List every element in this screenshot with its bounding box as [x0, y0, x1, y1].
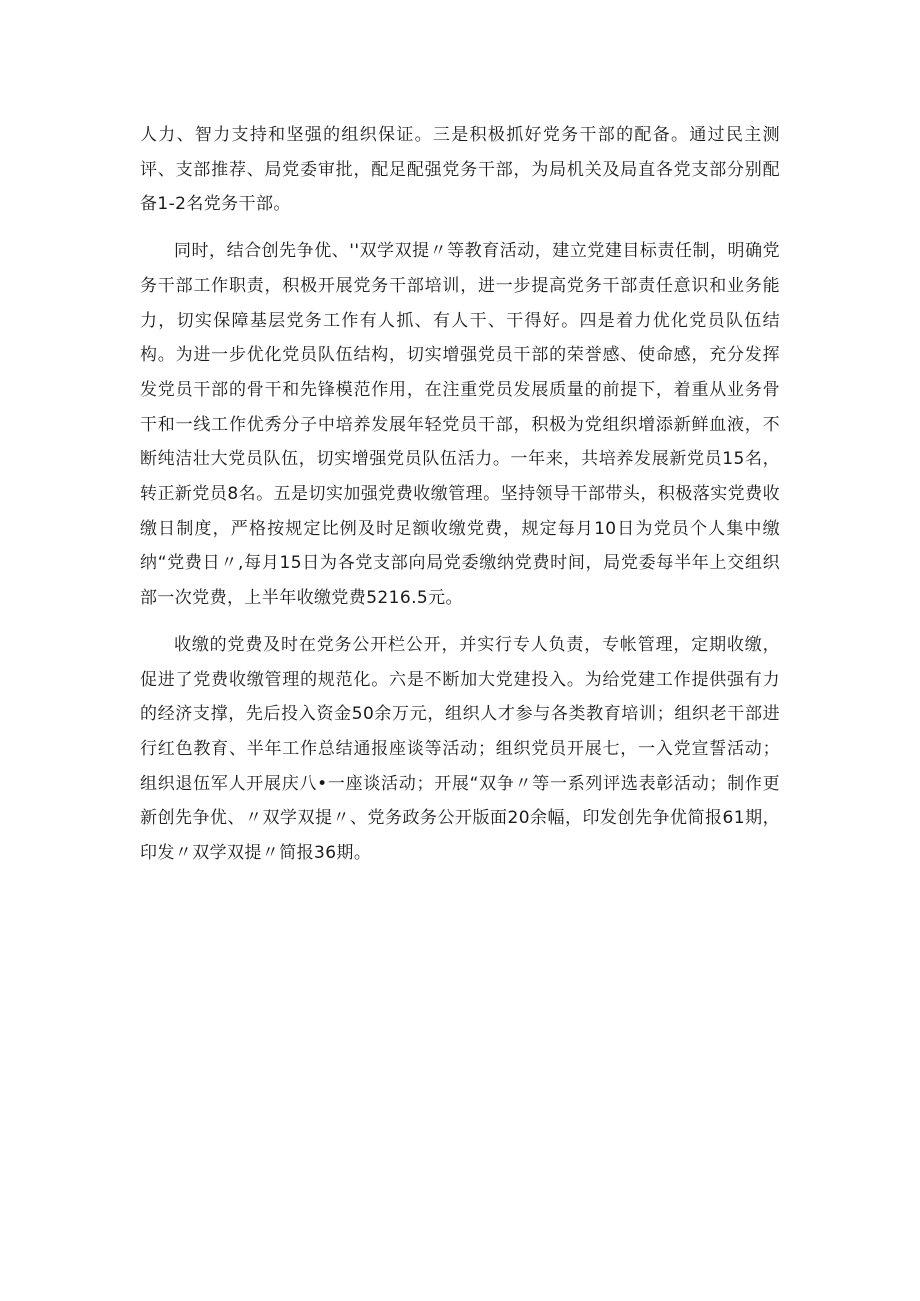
- paragraph-3: 收缴的党费及时在党务公开栏公开，并实行专人负责，专帐管理，定期收缴，促进了党费收缴管理的规范化。六是不断加大党建投入。为给党建工作提供强有力的经济支撑，先后投入资金50余万元，组织人才参与各类教育培训；组织老干部进行红色教育、半年工作总结通报座谈等活动；组织党员开展七，一入党宣誓活动；组织退伍军人开展庆八•一座谈活动；开展“双争〃等一系列评选表彰活动；制作更新创先争优、〃双学双提〃、党务政务公开版面20余幅，印发创先争优简报61期，印发〃双学双提〃简报36期。: [140, 634, 780, 864]
- paragraph-2: 同时，结合创先争优、''双学双提〃等教育活动，建立党建目标责任制，明确党务干部工作职责，积极开展党务干部培训，进一步提高党务干部责任意识和业务能力，切实保障基层党务工作有人抓、有人干、干得好。四是着力优化党员队伍结构。为进一步优化党员队伍结构，切实增强党员干部的荣誉感、使命感，充分发挥发党员干部的骨干和先锋模范作用，在注重党员发展质量的前提下，着重从业务骨干和一线工作优秀分子中培养发展年轻党员干部，积极为党组织增添新鲜血液，不断纯洁壮大党员队伍，切实增强党员队伍活力。一年来，共培养发展新党员15名，转正新党员8名。五是切实加强党费收缴管理。坚持领导干部带头，积极落实党费收缴日制度，严格按规定比例及时足额收缴党费，规定每月10日为党员个人集中缴纳“党费日〃,每月15日为各党支部向局党委缴纳党费时间，局党委每半年上交组织部一次党费，上半年收缴党费5216.5元。: [140, 241, 780, 609]
- document-body: [140, 118, 780, 871]
- paragraph-1: 人力、智力支持和坚强的组织保证。三是积极抓好党务干部的配备。通过民主测评、支部推荐、局党委审批，配足配强党务干部，为局机关及局直各党支部分别配备1-2名党务干部。: [140, 125, 780, 215]
